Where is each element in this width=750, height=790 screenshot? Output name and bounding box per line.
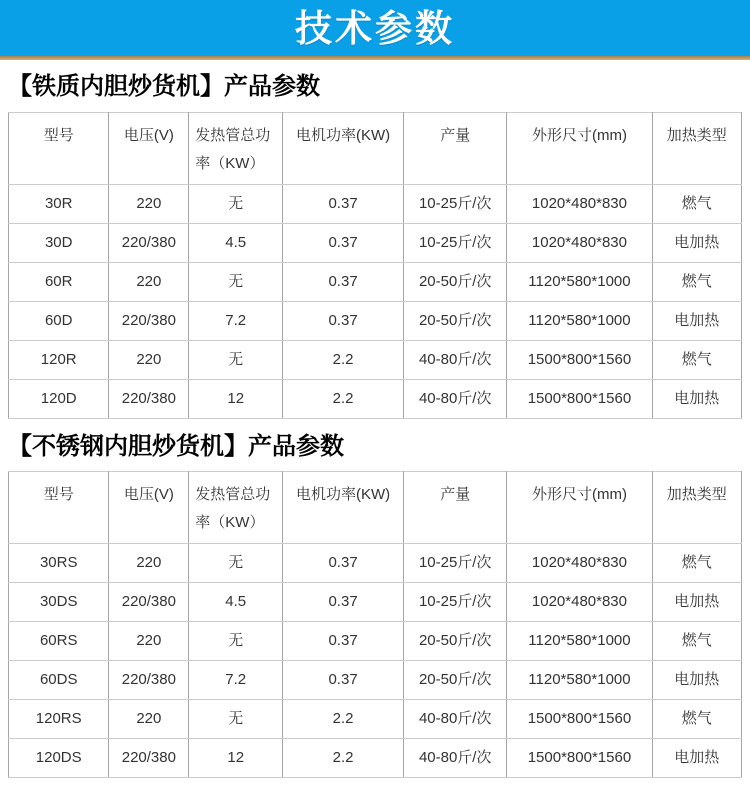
cell: 220: [109, 185, 189, 224]
column-header: 发热管总功率（KW）: [189, 472, 283, 544]
cell: 7.2: [189, 661, 283, 700]
cell: 燃气: [652, 185, 741, 224]
cell: 电加热: [652, 583, 741, 622]
cell: 10-25斤/次: [404, 583, 507, 622]
cell: 燃气: [652, 622, 741, 661]
cell: 燃气: [652, 341, 741, 380]
cell: 220/380: [109, 583, 189, 622]
cell: 0.37: [283, 583, 404, 622]
column-header: 电压(V): [109, 472, 189, 544]
section-heading: 【铁质内胆炒货机】产品参数: [8, 73, 320, 100]
table-row: [9, 661, 742, 700]
cell: 220: [109, 263, 189, 302]
cell: 1500*800*1560: [507, 380, 652, 419]
cell: 1020*480*830: [507, 224, 652, 263]
column-header: 加热类型: [652, 472, 741, 544]
cell: 220/380: [109, 224, 189, 263]
column-header: 型号: [9, 113, 109, 185]
table-row: [9, 185, 742, 224]
cell: 12: [189, 380, 283, 419]
cell: 20-50斤/次: [404, 661, 507, 700]
column-header: 外形尺寸(mm): [507, 472, 652, 544]
cell: 1020*480*830: [507, 583, 652, 622]
cell: 电加热: [652, 224, 741, 263]
column-header: 发热管总功率（KW）: [189, 113, 283, 185]
cell: 120RS: [9, 700, 109, 739]
cell: 无: [189, 185, 283, 224]
column-header: 外形尺寸(mm): [507, 113, 652, 185]
spec-table-iron: [8, 112, 742, 419]
cell: 电加热: [652, 739, 741, 778]
cell: 40-80斤/次: [404, 739, 507, 778]
cell: 2.2: [283, 341, 404, 380]
table-row: [9, 380, 742, 419]
cell: 40-80斤/次: [404, 341, 507, 380]
page-title: 技术参数: [295, 7, 455, 49]
cell: 40-80斤/次: [404, 380, 507, 419]
cell: 无: [189, 622, 283, 661]
cell: 220: [109, 341, 189, 380]
table-row: [9, 739, 742, 778]
section-iron-liner: [8, 72, 742, 419]
cell: 4.5: [189, 583, 283, 622]
cell: 120D: [9, 380, 109, 419]
cell: 燃气: [652, 544, 741, 583]
cell: 4.5: [189, 224, 283, 263]
cell: 1120*580*1000: [507, 263, 652, 302]
cell: 0.37: [283, 544, 404, 583]
cell: 220: [109, 700, 189, 739]
table-row: [9, 622, 742, 661]
table-row: [9, 224, 742, 263]
cell: 60R: [9, 263, 109, 302]
cell: 0.37: [283, 622, 404, 661]
table-row: [9, 263, 742, 302]
cell: 220: [109, 544, 189, 583]
cell: 220/380: [109, 661, 189, 700]
cell: 1500*800*1560: [507, 341, 652, 380]
cell: 无: [189, 263, 283, 302]
cell: 220: [109, 622, 189, 661]
cell: 7.2: [189, 302, 283, 341]
spec-table-stainless: [8, 471, 742, 778]
cell: 0.37: [283, 185, 404, 224]
cell: 20-50斤/次: [404, 302, 507, 341]
column-header: 型号: [9, 472, 109, 544]
cell: 无: [189, 544, 283, 583]
cell: 10-25斤/次: [404, 224, 507, 263]
cell: 120R: [9, 341, 109, 380]
table-row: [9, 341, 742, 380]
column-header: 加热类型: [652, 113, 741, 185]
table-row: [9, 583, 742, 622]
cell: 60D: [9, 302, 109, 341]
accent-divider: [0, 56, 750, 60]
column-header: 产量: [404, 472, 507, 544]
cell: 30DS: [9, 583, 109, 622]
cell: 220/380: [109, 380, 189, 419]
table-row: [9, 302, 742, 341]
table-row: [9, 700, 742, 739]
cell: 1120*580*1000: [507, 661, 652, 700]
cell: 120DS: [9, 739, 109, 778]
cell: 1020*480*830: [507, 185, 652, 224]
cell: 无: [189, 700, 283, 739]
column-header: 电机功率(KW): [283, 472, 404, 544]
cell: 电加热: [652, 302, 741, 341]
cell: 0.37: [283, 661, 404, 700]
cell: 电加热: [652, 380, 741, 419]
header-row: [9, 472, 742, 544]
section-stainless-liner: [8, 432, 742, 778]
cell: 燃气: [652, 700, 741, 739]
title-banner: [0, 0, 750, 56]
cell: 40-80斤/次: [404, 700, 507, 739]
cell: 1500*800*1560: [507, 739, 652, 778]
header-row: [9, 113, 742, 185]
column-header: 电压(V): [109, 113, 189, 185]
cell: 60DS: [9, 661, 109, 700]
cell: 1020*480*830: [507, 544, 652, 583]
cell: 2.2: [283, 380, 404, 419]
cell: 30D: [9, 224, 109, 263]
cell: 30R: [9, 185, 109, 224]
section-heading: 【不锈钢内胆炒货机】产品参数: [8, 433, 344, 460]
cell: 燃气: [652, 263, 741, 302]
cell: 10-25斤/次: [404, 544, 507, 583]
content-area: [0, 72, 750, 778]
cell: 20-50斤/次: [404, 263, 507, 302]
cell: 0.37: [283, 263, 404, 302]
column-header: 电机功率(KW): [283, 113, 404, 185]
table-row: [9, 544, 742, 583]
cell: 0.37: [283, 224, 404, 263]
cell: 1120*580*1000: [507, 302, 652, 341]
cell: 220/380: [109, 739, 189, 778]
cell: 30RS: [9, 544, 109, 583]
cell: 1120*580*1000: [507, 622, 652, 661]
cell: 220/380: [109, 302, 189, 341]
column-header: 产量: [404, 113, 507, 185]
cell: 2.2: [283, 739, 404, 778]
cell: 1500*800*1560: [507, 700, 652, 739]
cell: 电加热: [652, 661, 741, 700]
cell: 12: [189, 739, 283, 778]
cell: 2.2: [283, 700, 404, 739]
cell: 60RS: [9, 622, 109, 661]
cell: 10-25斤/次: [404, 185, 507, 224]
cell: 20-50斤/次: [404, 622, 507, 661]
cell: 无: [189, 341, 283, 380]
cell: 0.37: [283, 302, 404, 341]
